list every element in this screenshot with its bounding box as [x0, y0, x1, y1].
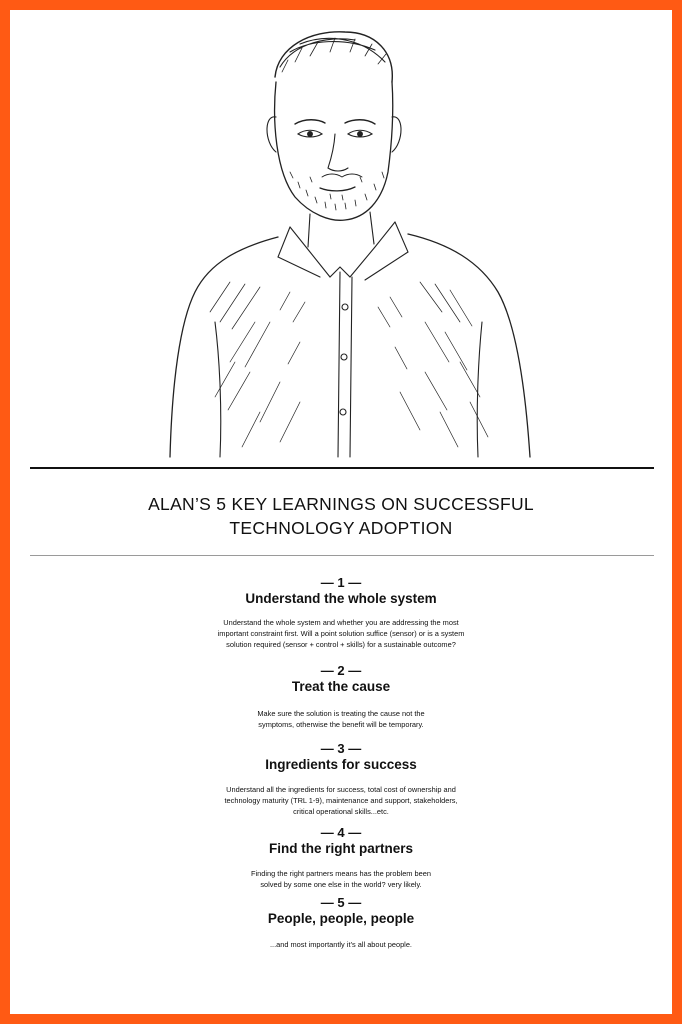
body-line: solved by some one else in the world? very likely. — [260, 880, 422, 889]
learning-body — [191, 939, 491, 950]
learning-body — [191, 708, 491, 730]
learning-heading: Find the right partners — [268, 841, 413, 856]
learning-number: — 5 — — [320, 895, 362, 910]
body-line: critical operational skills...etc. — [293, 807, 389, 816]
body-line: symptoms, otherwise the benefit will be temporary. — [258, 720, 424, 729]
learning-heading: Ingredients for success — [265, 757, 417, 772]
learning-body — [181, 784, 501, 817]
body-line: Make sure the solution is treating the cause not the — [257, 709, 425, 718]
body-line: technology maturity (TRL 1-9), maintenance and support, stakeholders, — [224, 796, 458, 805]
divider-thick — [30, 467, 654, 469]
learning-number: — 1 — — [320, 575, 362, 590]
body-line: Understand the whole system and whether you are addressing the most — [223, 618, 459, 627]
learning-number: — 3 — — [320, 741, 362, 756]
learning-item — [10, 742, 672, 826]
portrait-sketch — [160, 22, 540, 462]
learning-body — [181, 617, 501, 650]
learning-heading: People, people, people — [267, 911, 415, 926]
body-line: important constraint first. Will a point solution suffice (sensor) or is a system — [217, 629, 465, 638]
learning-item — [10, 664, 672, 742]
divider-thin — [30, 555, 654, 556]
learning-number: — 4 — — [320, 825, 362, 840]
learning-heading: Treat the cause — [291, 679, 391, 694]
learning-item — [10, 826, 672, 896]
learning-item — [10, 576, 672, 664]
body-line: Finding the right partners means has the problem been — [251, 869, 431, 878]
body-line: Understand all the ingredients for success, total cost of ownership and — [226, 785, 456, 794]
page-title — [10, 492, 672, 540]
title-line-2: TECHNOLOGY ADOPTION — [229, 518, 453, 538]
learning-heading: Understand the whole system — [245, 591, 437, 606]
title-line-1: ALAN’S 5 KEY LEARNINGS ON SUCCESSFUL — [148, 494, 534, 514]
body-line: solution required (sensor + control + skills) for a sustainable outcome? — [226, 640, 456, 649]
learning-number: — 2 — — [320, 663, 362, 678]
body-line: ...and most importantly it’s all about people. — [269, 940, 412, 949]
learning-body — [191, 868, 491, 890]
learnings-list — [10, 576, 672, 956]
poster — [10, 10, 672, 1014]
learning-item — [10, 896, 672, 956]
